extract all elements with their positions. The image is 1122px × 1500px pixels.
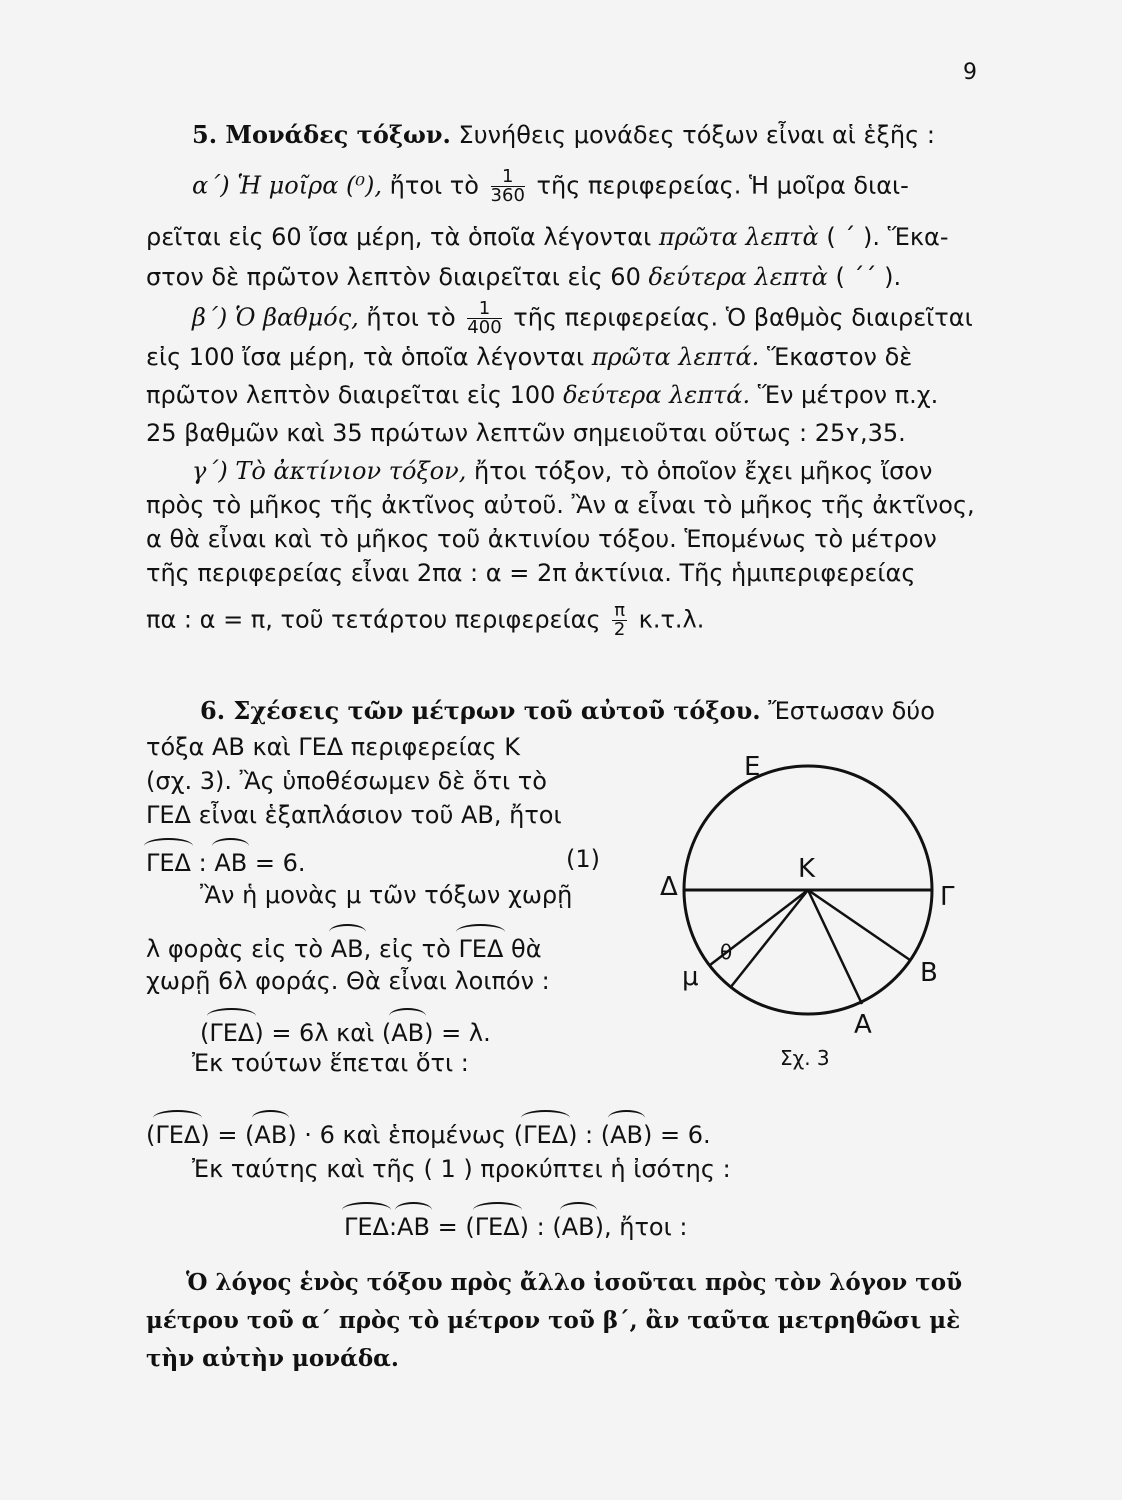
s5-a-line2: ρεῖται εἰς 60 ἴσα μέρη, τὰ ὁποῖα λέγονται πρῶτα λεπτὰ ( ΄ ). Ἕκα- (146, 223, 949, 251)
label-mu: μ (682, 962, 699, 992)
s6-line-title: 6. Σχέσεις τῶν μέτρων τοῦ αὐτοῦ τόξου. Ἔστωσαν δύο (200, 696, 935, 725)
s6-eq3: (ΓΕΔ) = (ΑΒ) · 6 καὶ ἑπομένως (ΓΕΔ) : (ΑΒ) = 6. (146, 1116, 711, 1150)
s5-a-line1 (192, 168, 909, 205)
rule-line2: μέτρου τοῦ α΄ πρὸς τὸ μέτρον τοῦ β΄, ἂν ταῦτα μετρηθῶσι μὲ (146, 1307, 961, 1334)
label-A: Α (854, 1010, 872, 1040)
s6-eq1: ΓΕΔ : ΑΒ = 6. (146, 844, 306, 878)
s5-c-line1: γ΄) Τὸ ἀκτίνιον τόξον, ἤτοι τόξον, τὸ ὁποῖον ἔχει μῆκος ἴσον (192, 457, 933, 485)
s6-eq4: ΓΕΔ:ΑΒ = (ΓΕΔ) : (ΑΒ), ἤτοι : (344, 1208, 687, 1242)
label-E: Ε (744, 752, 761, 782)
s6-eq2: (ΓΕΔ) = 6λ καὶ (ΑΒ) = λ. (200, 1014, 491, 1048)
s5-b-label: β΄) Ὁ βαθμός, (192, 303, 359, 332)
fraction-pi-2: $\frac{\pi}{2}$ (613, 600, 626, 640)
s6-line7: Ἐκ τούτων ἕπεται ὅτι : (192, 1049, 469, 1077)
s5-b-line4: 25 βαθμῶν καὶ 35 πρώτων λεπτῶν σημειοῦται οὕτως : 25ʏ,35. (146, 419, 906, 447)
fraction-1-360: $\frac{1}{360}$ (490, 166, 525, 206)
radius-theta (730, 890, 808, 988)
label-D: Δ (660, 872, 678, 902)
s5-title: 5. Μονάδες τόξων. (192, 120, 451, 149)
s6-line3: ΓΕΔ εἶναι ἑξαπλάσιον τοῦ ΑΒ, ἤτοι (146, 801, 562, 829)
page-number: 9 (963, 60, 977, 85)
label-K: Κ (798, 854, 816, 884)
circle-diagram (640, 760, 980, 1080)
label-G: Γ (940, 882, 955, 912)
s6-title: 6. Σχέσεις τῶν μέτρων τοῦ αὐτοῦ τόξου. (200, 696, 761, 725)
s5-a-label: α΄) Ἡ μοῖρα (⁰), (192, 171, 383, 200)
s6-line2: (σχ. 3). Ἂς ὑποθέσωμεν δὲ ὅτι τὸ (146, 767, 547, 795)
rule-line1: Ὁ λόγος ἑνὸς τόξου πρὸς ἄλλο ἰσοῦται πρὸς τὸν λόγον τοῦ (186, 1269, 963, 1296)
s5-b-line2: εἰς 100 ἴσα μέρη, τὰ ὁποῖα λέγονται πρῶτα λεπτά. Ἕκαστον δὲ (146, 343, 913, 371)
s5-line-title (192, 120, 935, 150)
rule-line3: τὴν αὐτὴν μονάδα. (146, 1345, 399, 1372)
label-theta: θ (720, 940, 733, 964)
s5-b-line1: β΄) Ὁ βαθμός, ἤτοι τὸ $\frac{1}{400}$ τῆς περιφερείας. Ὁ βαθμὸς διαιρεῖται (192, 298, 973, 338)
s6-line1: τόξα ΑΒ καὶ ΓΕΔ περιφερείας Κ (146, 733, 520, 761)
figure-caption: Σχ. 3 (780, 1046, 830, 1070)
s5-c-line3: α θὰ εἶναι καὶ τὸ μῆκος τοῦ ἀκτινίου τόξου. Ἑπομένως τὸ μέτρον (146, 525, 937, 553)
fraction-1-400: $\frac{1}{400}$ (467, 298, 502, 338)
s6-eq1-number: (1) (566, 845, 600, 873)
s5-c-line2: πρὸς τὸ μῆκος τῆς ἀκτῖνος αὐτοῦ. Ἂν α εἶναι τὸ μῆκος τῆς ἀκτῖνος, (146, 491, 975, 519)
s6-line8: Ἐκ ταύτης καὶ τῆς ( 1 ) προκύπτει ἡ ἰσότης : (192, 1155, 731, 1183)
s5-a-line3: στον δὲ πρῶτον λεπτὸν διαιρεῖται εἰς 60 δεύτερα λεπτὰ ( ΄΄ ). (146, 263, 902, 291)
s5-c-line5: πα : α = π, τοῦ τετάρτου περιφερείας $\frac{\pi}{2}$ κ.τ.λ. (146, 600, 705, 640)
s5-c-line4: τῆς περιφερείας εἶναι 2πα : α = 2π ἀκτίνια. Τῆς ἡμιπεριφερείας (146, 559, 916, 587)
figure-3 (640, 752, 980, 1080)
s5-b-line3: πρῶτον λεπτὸν διαιρεῖται εἰς 100 δεύτερα λεπτά. Ἕν μέτρον π.χ. (146, 381, 939, 409)
s6-line5: λ φορὰς εἰς τὸ ΑΒ, εἰς τὸ ΓΕΔ θὰ (146, 930, 542, 964)
s5-a-text1: ἤτοι τὸ (389, 171, 479, 200)
s5-c-label: γ΄) Τὸ ἀκτίνιον τόξον, (192, 457, 467, 485)
s5-a-text2: τῆς περιφερείας. Ἡ μοῖρα διαι- (536, 171, 909, 200)
s6-line4: Ἂν ἡ μονὰς μ τῶν τόξων χωρῇ (200, 881, 573, 909)
s5-intro: Συνήθεις μονάδες τόξων εἶναι αἱ ἑξῆς : (458, 121, 935, 149)
label-B: Β (920, 958, 938, 988)
s6-line6: χωρῇ 6λ φοράς. Θὰ εἶναι λοιπόν : (146, 967, 550, 995)
